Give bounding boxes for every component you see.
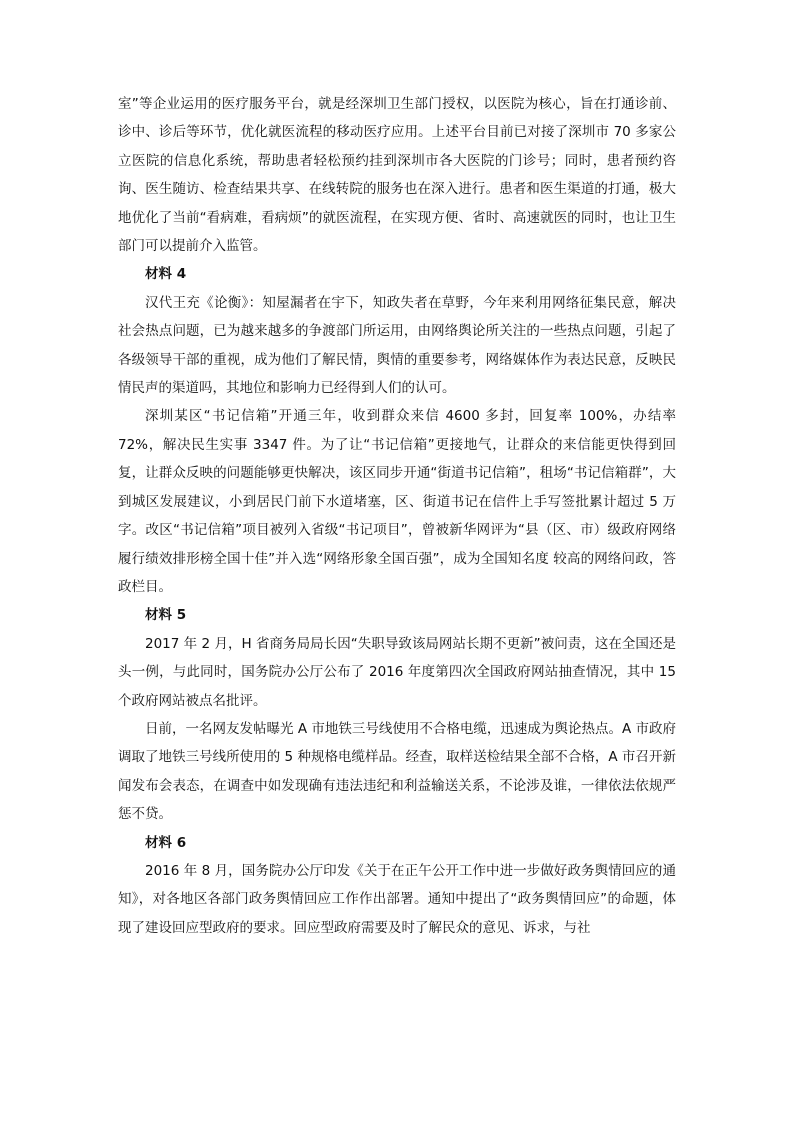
- paragraph-lunheng-public-opinion: 汉代王充《论衡》：知屋漏者在宇下，知政失者在草野，今年来利用网络征集民意，解决社会热点问题，已为越来越多的争渡部门所运用，由网络舆论所关注的一些热点问题，引起了各级领导干部的重视，成为他们了解民情，舆情的重要参考，网络媒体作为表达民意，反映民情民声的渠道吗，其地位和影响力已经得到人们的认可。: [118, 294, 676, 397]
- paragraph-secretary-mailbox: 深圳某区“书记信箱”开通三年，收到群众来信 4600 多封，回复率 100%，办结率 72%，解决民生实事 3347 件。为了让“书记信箱”更接地气，让群众的来信能更快得到回复，让群众反映的问题能够更快解决，该区同步开通“街道书记信箱”，租场“书记信箱群”，大到城区发展建议，小到居民门前下水道堵塞，区、街道书记在信件上手写签批累计超过 5 万字。改区“书记信箱”项目被列入省级“书记项目”，曾被新华网评为“县（区、市）级政府网络履行绩效排形榜全国十佳”并入选“网络形象全国百强”，成为全国知名度 较高的网络问政，答政栏目。: [118, 408, 676, 595]
- paragraph-commerce-bureau-accountability: 2017 年 2 月，H 省商务局局长因“失职导致该局网站长期不更新”被问责，这在全国还是头一例，与此同时，国务院办公厅公布了 2016 年度第四次全国政府网站抽查情况，其中 15 个政府网站被点名批评。: [118, 635, 676, 709]
- section-heading-material-4: 材料 4: [145, 266, 187, 283]
- section-heading-material-6: 材料 6: [145, 834, 187, 851]
- paragraph-state-council-notice: 2016 年 8 月，国务院办公厅印发《关于在正午公开工作中进一步做好政务舆情回应的通知》，对各地区各部门政务舆情回应工作作出部署。通知中提出了“政务舆情回应”的命题，体现了建设回应型政府的要求。回应型政府需要及时了解民众的意见、诉求，与社: [118, 862, 676, 936]
- paragraph-metro-cable-incident: 日前，一名网友发帖曝光 A 市地铁三号线使用不合格电缆，迅速成为舆论热点。A 市政府调取了地铁三号线所使用的 5 种规格电缆样品。经查，取样送检结果全部不合格，A 市召开新闻发布会表态，在调查中如发现确有违法违纪和利益输送关系，不论涉及谁，一律依法依规严惩不贷。: [118, 720, 676, 823]
- section-heading-material-5: 材料 5: [145, 607, 187, 624]
- paragraph-continued-medical-platform: 室”等企业运用的医疗服务平台，就是经深圳卫生部门授权，以医院为核心，旨在打通诊前、诊中、诊后等环节，优化就医流程的移动医疗应用。上述平台目前已对接了深圳市 70 多家公立医院的信息化系统，帮助患者轻松预约挂到深圳市各大医院的门诊号；同时，患者预约咨询、医生随访、检查结果共享、在线转院的服务也在深入进行。患者和医生渠道的打通，极大地优化了当前“看病难，看病烦”的就医流程，在实现方便、省时、高速就医的同时，也让卫生部门可以提前介入监管。: [118, 96, 676, 255]
- document-body: [118, 90, 676, 942]
